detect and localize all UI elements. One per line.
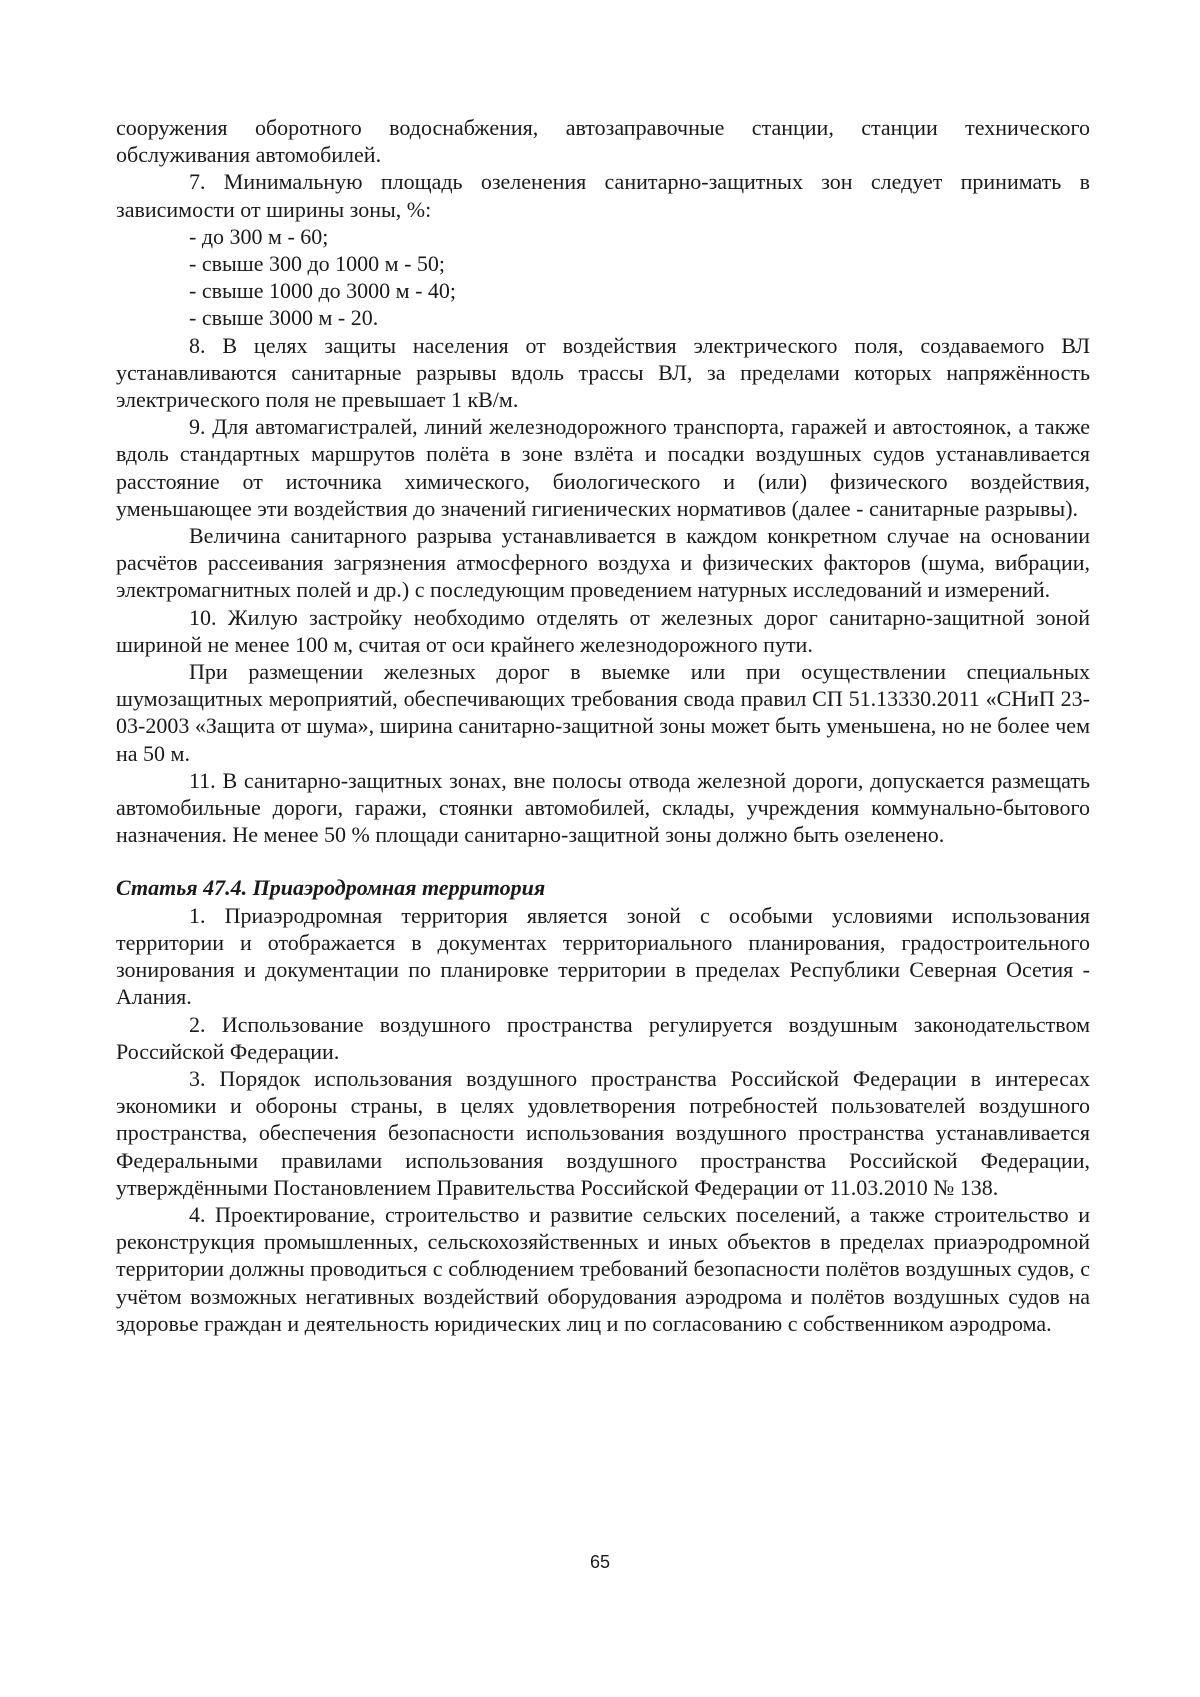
list-item: - свыше 300 до 1000 м - 50; (189, 251, 446, 277)
paragraph-continuation: сооружения оборотного водоснабжения, автозаправочные станции, станции технического обслуживания автомобилей. (116, 115, 1090, 168)
section-heading: Статья 47.4. Приаэродромная территория (116, 875, 546, 901)
section-paragraph-4: 4. Проектирование, строительство и развитие сельских поселений, а также строительство и реконструкция промышленных, сельскохозяйственных и иных объектов в пределах приаэродромной территории должны проводиться с соблюдением требований безопасности полётов воздушных судов, с учётом возможных негативных воздействий оборудования аэродрома и полётов воздушных судов на здоровье граждан и деятельность юридических лиц и по согласованию с собственником аэродрома. (116, 1201, 1090, 1336)
paragraph-sanitary-gap: Величина санитарного разрыва устанавливается в каждом конкретном случае на основании расчётов рассеивания загрязнения атмосферного воздуха и физических факторов (шума, вибрации, электромагнитных полей и др.) с последующим проведением натурных исследований и измерений. (116, 523, 1090, 603)
paragraph-item-8: 8. В целях защиты населения от воздействия электрического поля, создаваемого ВЛ устанавливаются санитарные разрывы вдоль трассы ВЛ, за пределами которых напряжённость электрического поля не превышает 1 кВ/м. (116, 332, 1090, 413)
section-paragraph-2: 2. Использование воздушного пространства регулируется воздушным законодательством Российской Федерации. (116, 1011, 1090, 1064)
paragraph-item-10: 10. Жилую застройку необходимо отделять от железных дорог санитарно-защитной зоной шириной не менее 100 м, считая от оси крайнего железнодорожного пути. (116, 604, 1090, 657)
paragraph-item-11: 11. В санитарно-защитных зонах, вне полосы отвода железной дороги, допускается размещать автомобильные дороги, гаражи, стоянки автомобилей, склады, учреждения коммунально-бытового назначения. Не менее 50 % площади санитарно-защитной зоны должно быть озеленено. (116, 767, 1090, 848)
page-number: 65 (589, 1552, 611, 1572)
section-paragraph-3: 3. Порядок использования воздушного пространства Российской Федерации в интересах экономики и обороны страны, в целях удовлетворения потребностей пользователей воздушного пространства, обеспечения безопасности использования воздушного пространства устанавливается Федеральными правилами использования воздушного пространства Российской Федерации, утверждёнными Постановлением Правительства Российской Федерации от 11.03.2010 № 138. (116, 1065, 1090, 1200)
list-item: - свыше 3000 м - 20. (189, 305, 379, 331)
page-body (116, 114, 1090, 1337)
paragraph-railway-cut: При размещении железных дорог в выемке или при осуществлении специальных шумозащитных мероприятий, обеспечивающих требования свода правил СП 51.13330.2011 «СНиП 23-03-2003 «Защита от шума», ширина санитарно-защитной зоны может быть уменьшена, но не более чем на 50 м. (116, 659, 1090, 766)
paragraph-item-7: 7. Минимальную площадь озеленения санитарно-защитных зон следует принимать в зависимости от ширины зоны, %: (116, 169, 1090, 222)
section-paragraph-1: 1. Приаэродромная территория является зоной с особыми условиями использования территории и отображается в документах территориального планирования, градостроительного зонирования и документации по планировке территории в пределах Республики Северная Осетия - Алания. (116, 902, 1090, 1010)
list-item: - свыше 1000 до 3000 м - 40; (189, 278, 457, 304)
list-item: - до 300 м - 60; (189, 223, 329, 249)
paragraph-item-9: 9. Для автомагистралей, линий железнодорожного транспорта, гаражей и автостоянок, а также вдоль стандартных маршрутов полёта в зоне взлёта и посадки воздушных судов устанавливается расстояние от источника химического, биологического и (или) физического воздействия, уменьшающее эти воздействия до значений гигиенических нормативов (далее - санитарные разрывы). (116, 414, 1090, 521)
